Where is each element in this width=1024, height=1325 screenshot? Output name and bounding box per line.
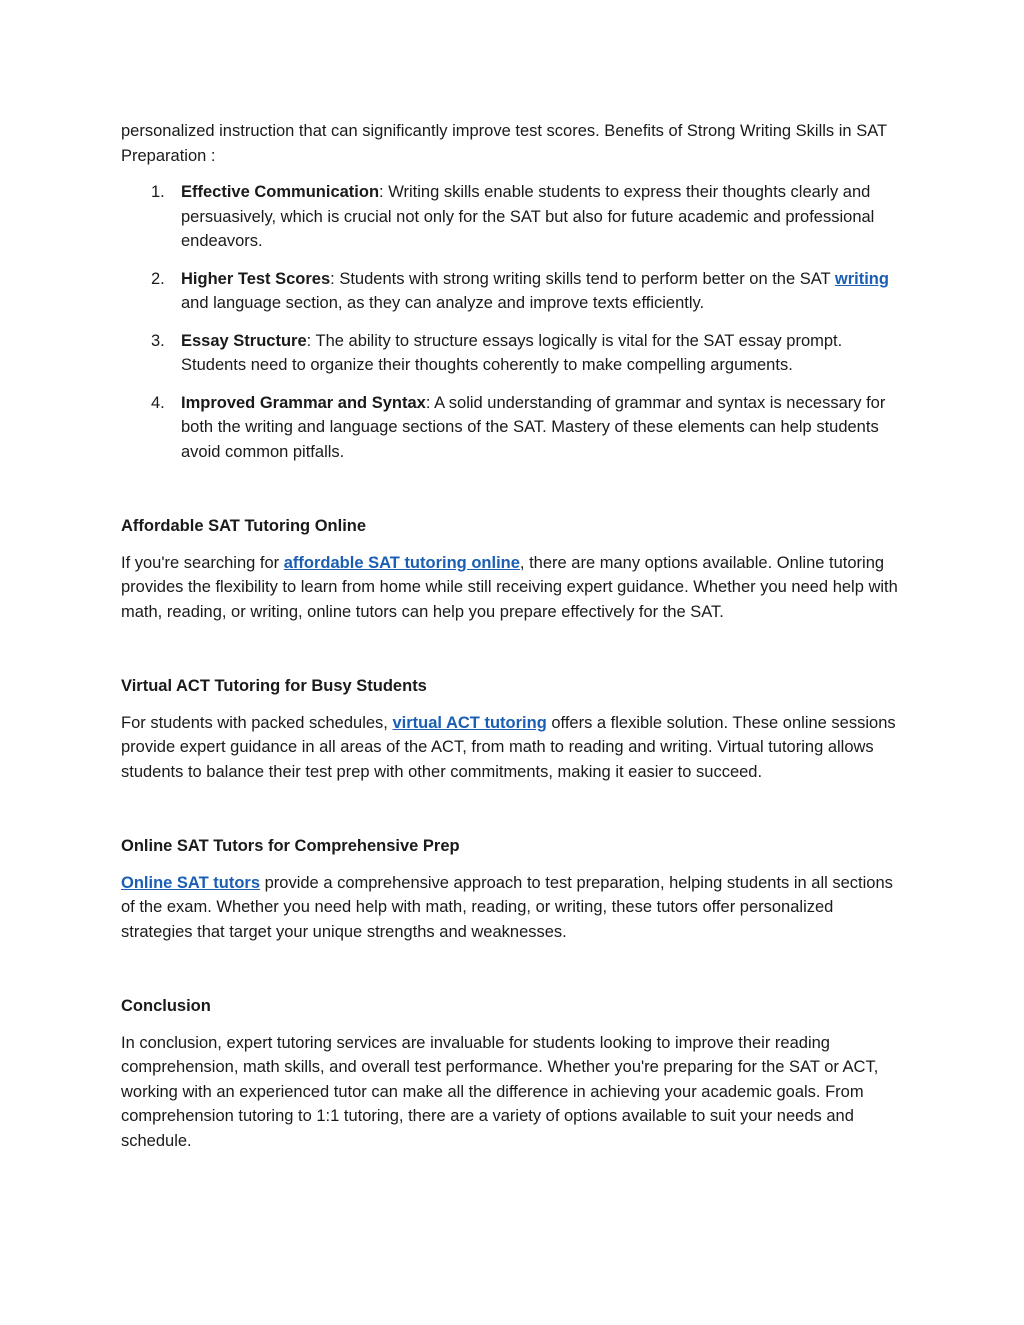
- list-text: and language section, as they can analyze and improve texts efficiently.: [181, 294, 705, 312]
- document-body: [121, 119, 905, 1153]
- writing-link[interactable]: writing: [834, 269, 889, 288]
- section-paragraph: [121, 711, 905, 785]
- online-section: [121, 834, 905, 944]
- list-number: 2.: [151, 269, 165, 288]
- affordable-sat-tutoring-link[interactable]: affordable SAT tutoring online: [283, 553, 520, 572]
- section-paragraph: In conclusion, expert tutoring services are invaluable for students looking to improve their reading comprehension, math skills, and overall test performance. Whether you're preparing for the SAT or ACT, working with an experienced tutor can make all the difference in achieving your academic goals. From comprehension tutoring to 1:1 tutoring, there are a variety of options available to suit your needs and schedule.: [121, 1033, 879, 1150]
- list-term: Effective Communication: [181, 183, 380, 201]
- list-term: Improved Grammar and Syntax: [181, 393, 426, 412]
- section-heading: Virtual ACT Tutoring for Busy Students: [121, 677, 427, 695]
- paragraph-text: For students with packed schedules,: [121, 713, 393, 732]
- list-item: [121, 329, 905, 378]
- paragraph-text: , there are many options available. Online tutoring provides the flexibility to learn from home while still receiving expert guidance. Whether you need help with math, reading, or writing, online tutors can help you prepare effectively for the SAT.: [121, 553, 898, 621]
- benefits-list: [121, 180, 905, 464]
- list-text: : Students with strong writing skills tend to perform better on the SAT: [330, 269, 835, 288]
- list-item: [121, 267, 905, 316]
- list-term: Essay Structure: [181, 331, 307, 350]
- list-number: 4.: [151, 393, 165, 412]
- virtual-section: [121, 674, 905, 784]
- paragraph-text: If you're searching for: [121, 553, 284, 572]
- section-paragraph: [121, 551, 905, 625]
- affordable-section: [121, 514, 905, 624]
- online-sat-tutors-link[interactable]: Online SAT tutors: [121, 873, 261, 892]
- list-text: : The ability to structure essays logically is vital for the SAT essay prompt. Students need to organize their thoughts coherently to make compelling arguments.: [181, 331, 843, 374]
- paragraph-text: offers a flexible solution. These online sessions provide expert guidance in all areas of the ACT, from math to reading and writing. Virtual tutoring allows students to balance their test prep with other commitments, making it easier to succeed.: [121, 713, 896, 781]
- list-text: : A solid understanding of grammar and syntax is necessary for both the writing and language sections of the SAT. Mastery of these elements can help students avoid common pitfalls.: [181, 393, 886, 461]
- conclusion-section: [121, 994, 905, 1153]
- section-heading: Online SAT Tutors for Comprehensive Prep: [121, 837, 460, 855]
- paragraph-text: provide a comprehensive approach to test preparation, helping students in all sections of the exam. Whether you need help with math, reading, or writing, these tutors offer personalized strategies that target your unique strengths and weaknesses.: [121, 873, 893, 941]
- list-number: 3.: [151, 331, 165, 350]
- list-item: [121, 391, 905, 465]
- list-number: 1.: [151, 183, 165, 201]
- list-item: [121, 180, 905, 254]
- virtual-act-tutoring-link[interactable]: virtual ACT tutoring: [392, 713, 547, 732]
- list-text: : Writing skills enable students to express their thoughts clearly and persuasively, which is crucial not only for the SAT but also for future academic and professional endeavors.: [181, 183, 875, 250]
- section-paragraph: [121, 871, 905, 945]
- section-heading: Affordable SAT Tutoring Online: [121, 517, 367, 535]
- section-heading: Conclusion: [121, 997, 211, 1015]
- intro-paragraph: personalized instruction that can significantly improve test scores. Benefits of Strong Writing Skills in SAT Preparation :: [121, 122, 887, 165]
- list-term: Higher Test Scores: [181, 269, 331, 288]
